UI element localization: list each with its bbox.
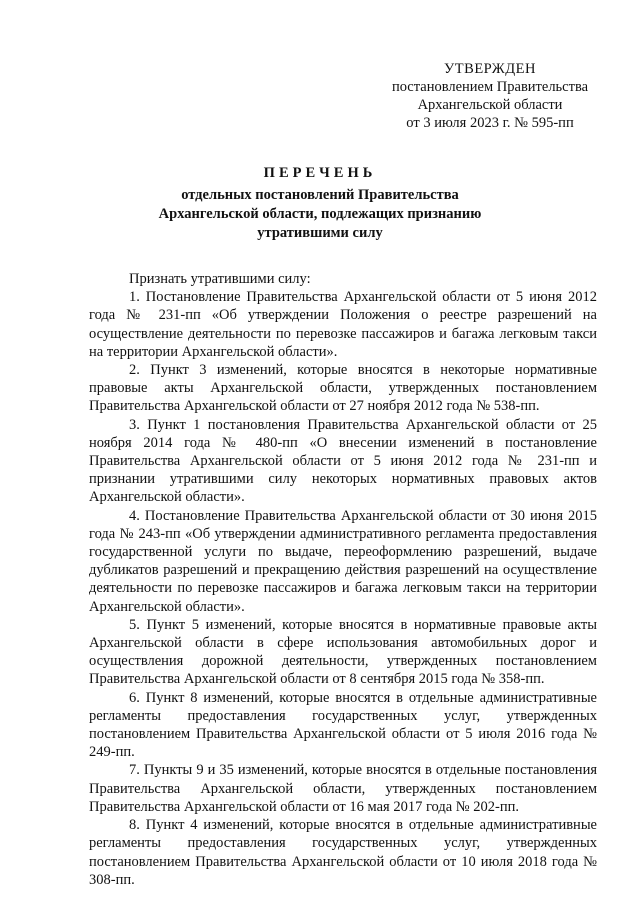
document-subtitle-line-3: утратившими силу	[257, 225, 383, 241]
approval-line-1: постановлением Правительства	[391, 79, 589, 95]
list-item-3: 3. Пункт 1 постановления Правительства Архангельской области от 25 ноября 2014 года № 480-пп «О внесении изменений в постановление Правительства Архангельской области от 5 июня 2012 года № 231-пп и признании утратившими силу некоторых нормативных правовых актов Архангельской области».	[89, 416, 597, 506]
approval-line-3: от 3 июля 2023 г. № 595-пп	[406, 115, 574, 131]
list-item-6: 6. Пункт 8 изменений, которые вносятся в отдельные административные регламенты предоставления государственных услуг, утвержденных постановлением Правительства Архангельской области от 5 июля 2016 года № 249-пп.	[89, 689, 597, 761]
approval-stamp-block	[360, 60, 620, 132]
intro-paragraph: Признать утратившими силу:	[129, 271, 311, 287]
approval-line-2: Архангельской области	[417, 97, 563, 113]
list-item-2: 2. Пункт 3 изменений, которые вносятся в некоторые нормативные правовые акты Архангельской области, утвержденных постановлением Правительства Архангельской области от 27 ноября 2012 года № 538-пп.	[89, 362, 597, 415]
list-item-7: 7. Пункты 9 и 35 изменений, которые вносятся в отдельные постановления Правительства Архангельской области, утвержденных постановлением Правительства Архангельской области от 16 мая 2017 года № 202-пп.	[89, 762, 597, 815]
list-item-5: 5. Пункт 5 изменений, которые вносятся в нормативные правовые акты Архангельской области в сфере использования автомобильных дорог и осуществления дорожной деятельности, утвержденных постановлением Правительства Архангельской области от 8 сентября 2015 года № 358-пп.	[89, 616, 597, 688]
approval-heading: УТВЕРЖДЕН	[444, 61, 536, 77]
list-item-1: 1. Постановление Правительства Архангельской области от 5 июня 2012 года № 231-пп «Об утверждении Положения о реестре разрешений на осуществление деятельности по перевозке пассажиров и багажа легковым такси на территории Архангельской области».	[89, 289, 597, 360]
document-subtitle-line-2: Архангельской области, подлежащих признанию	[158, 206, 482, 222]
document-subtitle-line-1: отдельных постановлений Правительства	[181, 187, 459, 203]
document-title: ПЕРЕЧЕНЬ	[263, 165, 377, 181]
document-body	[89, 270, 597, 889]
list-item-4: 4. Постановление Правительства Архангельской области от 30 июня 2015 года № 243-пп «Об утверждении административного регламента предоставления государственной услуги по выдаче, переоформлению разрешений, выдаче дубликатов разрешений и прекращению действия разрешений на осуществление деятельности по перевозке пассажиров и багажа легковым такси на территории Архангельской области».	[89, 507, 597, 615]
document-title-block	[90, 164, 550, 243]
list-item-8: 8. Пункт 4 изменений, которые вносятся в отдельные административные регламенты предоставления государственных услуг, утвержденных постановлением Правительства Архангельской области от 10 июля 2018 года № 308-пп.	[89, 817, 597, 888]
